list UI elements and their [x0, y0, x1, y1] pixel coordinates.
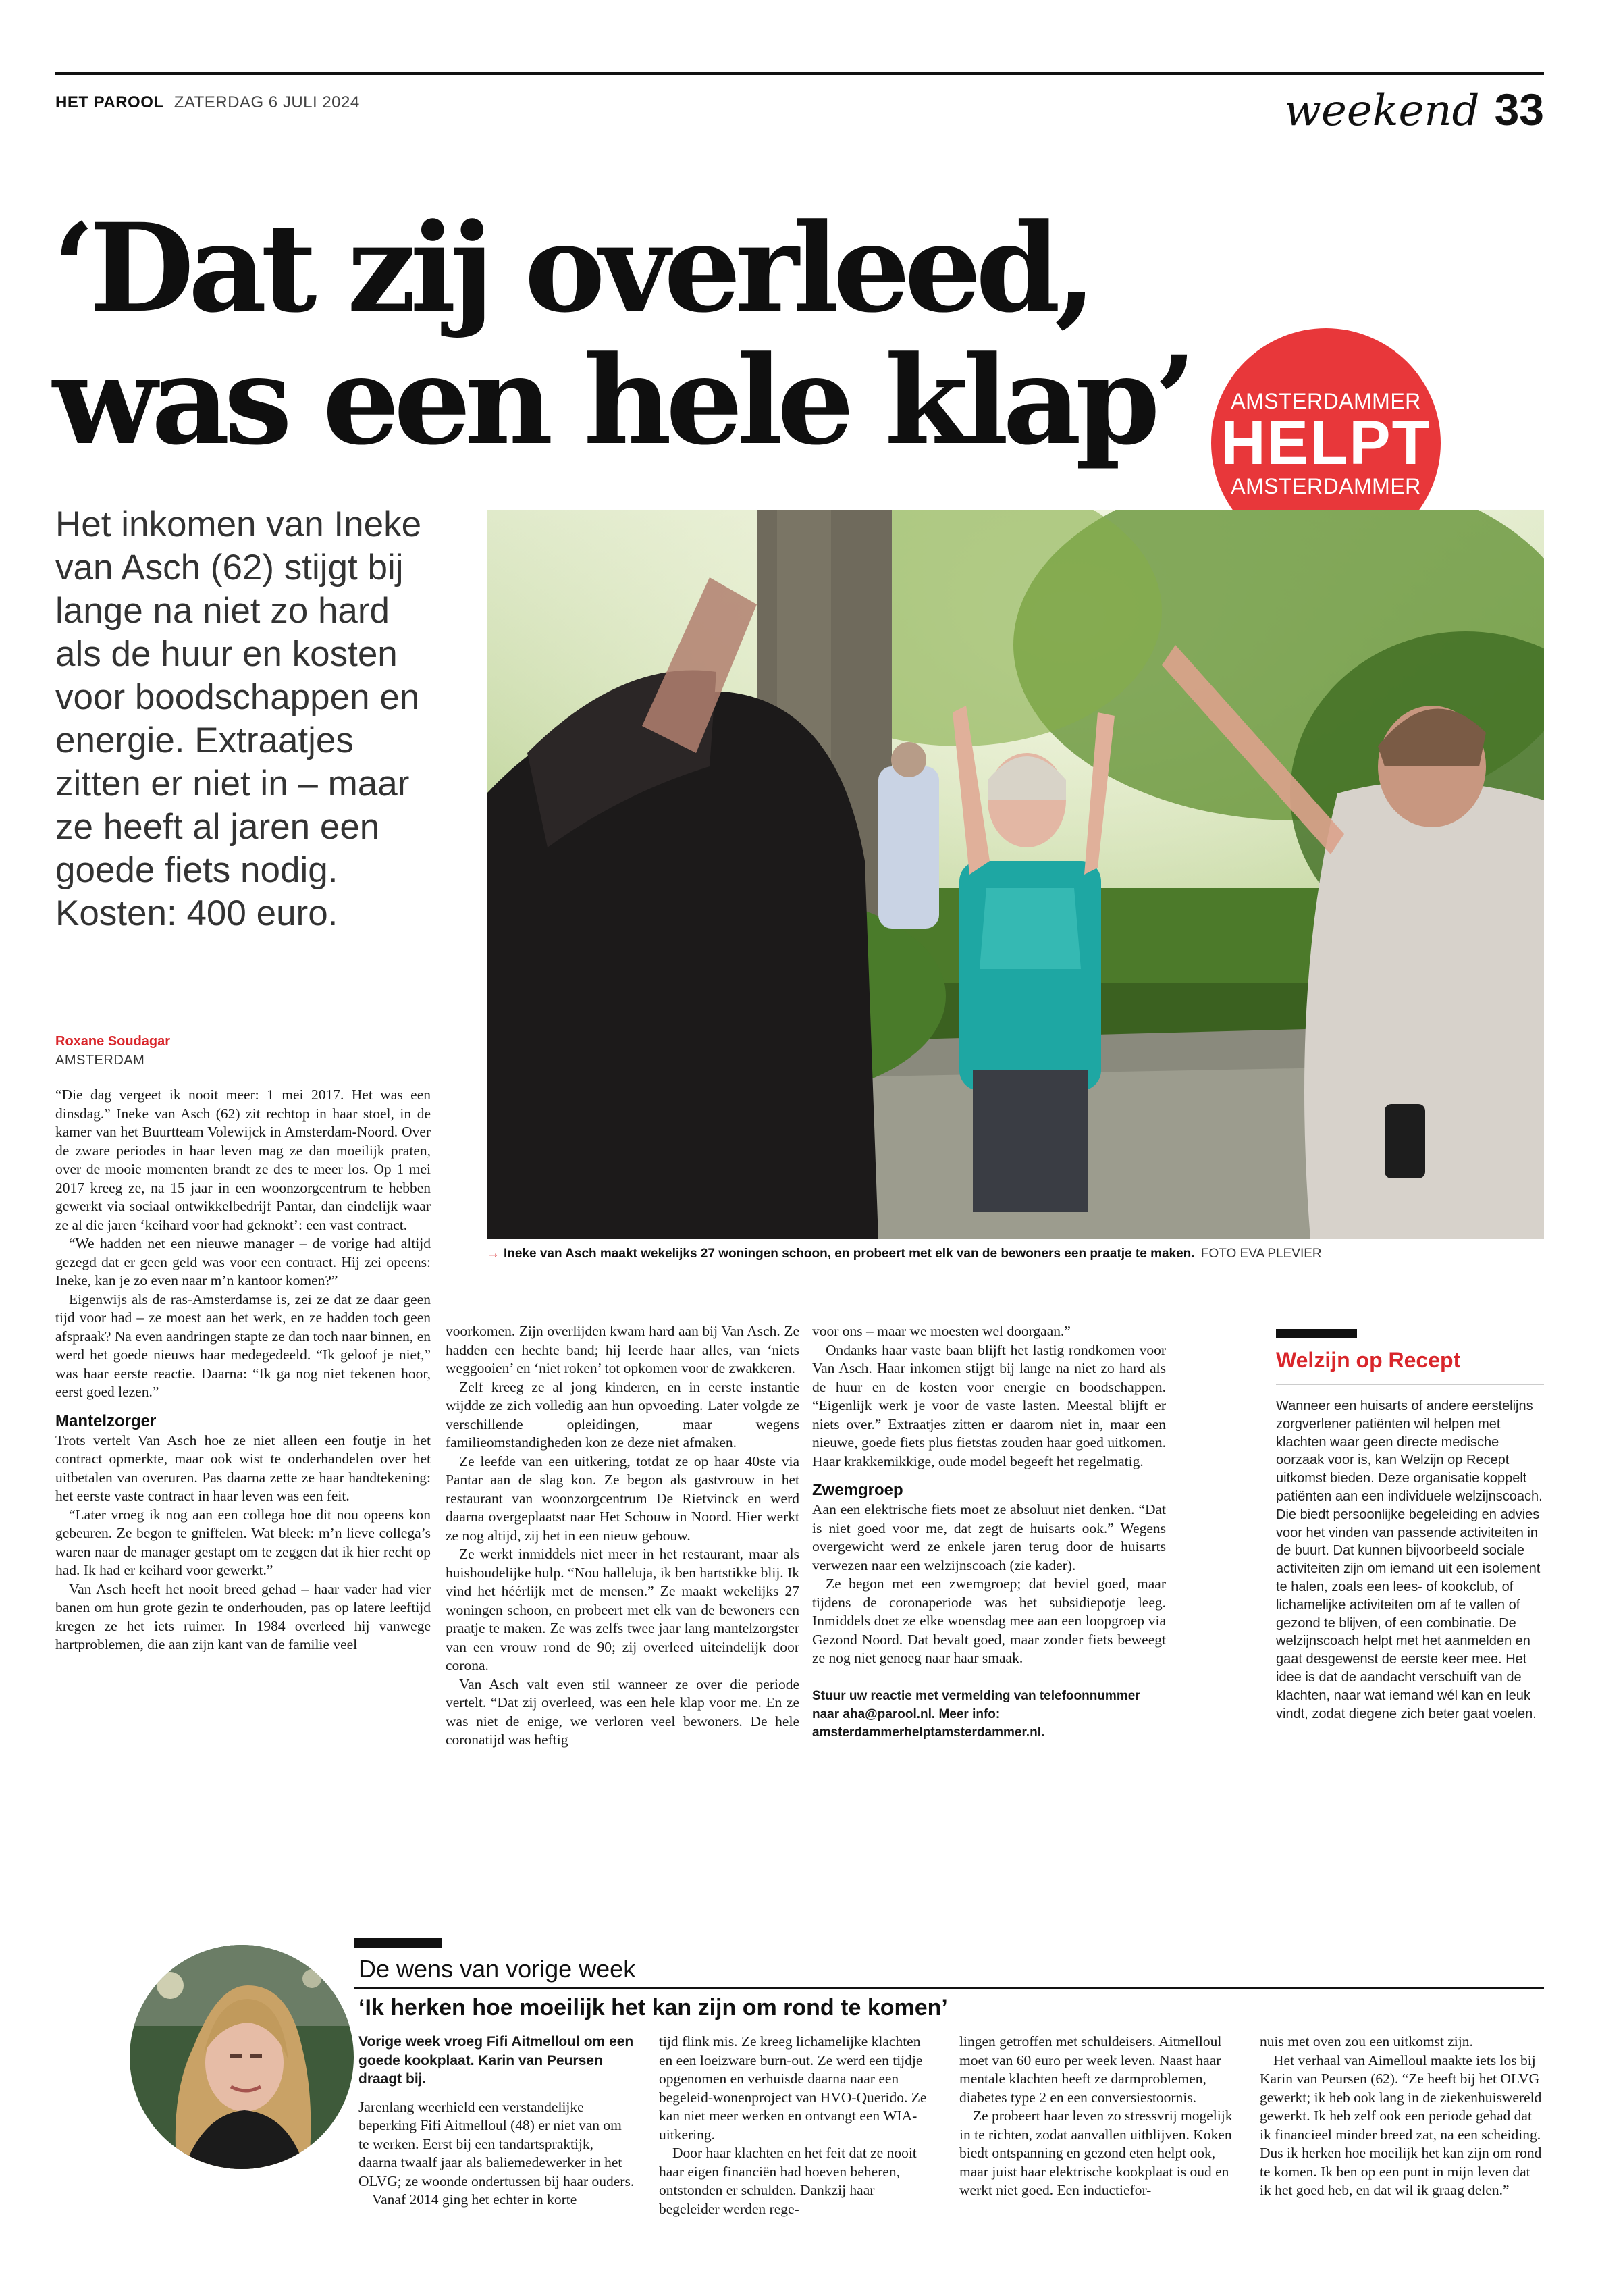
- article-column-1: [55, 1086, 431, 1654]
- paragraph: Ze probeert haar leven zo stressvrij mogelijk in te richten, zodat aanvallen uitblijven. Koken biedt ontspanning en gezond eten helpt ook, maar juist haar elektrische kookplaat is oud en werkt niet goed. Een inductiefor-: [959, 2108, 1233, 2198]
- masthead: [55, 93, 360, 112]
- photo-caption: [487, 1247, 1544, 1261]
- paragraph: Trots vertelt Van Asch hoe ze niet alleen een foutje in het contract opmerkte, maar ook wist te onderhandelen over het uitbetalen van overuren. Pas daarna zette ze haar handtekening: het eerste vaste contract in haar leven was een feit.: [55, 1432, 431, 1504]
- wens-column-3: [959, 2033, 1236, 2200]
- section-name: weekend: [1284, 86, 1480, 136]
- paper-name: HET PAROOL: [55, 93, 164, 111]
- headline-line-1: ‘Dat zij overleed,: [53, 197, 1091, 340]
- wens-divider: [354, 1987, 1544, 1989]
- wens-column-1: [358, 2033, 635, 2210]
- badge-top: AMSTERDAMMER: [1231, 389, 1421, 413]
- wens-column-2: [659, 2033, 936, 2218]
- issue-date: ZATERDAG 6 JULI 2024: [174, 93, 360, 111]
- paragraph: Ze leefde van een uitkering, totdat ze op haar 40ste via Pantar aan de slag kon. Ze begon als gastvrouw in het restaurant van woonzorgcentrum De Rietvinck en werd daarna overgeplaatst naar Het Schouw in Noord. Hier werkt ze nog altijd, zij het in een nieuw gebouw.: [446, 1453, 799, 1544]
- box-text: Wanneer een huisarts of andere eerstelijns zorgverlener patiënten wil helpen met klachten waar geen directe medische oorzaak voor is, kan Welzijn op Recept uitkomst bieden. Deze organisatie koppelt patiënten aan een individuele welzijnscoach. Die biedt persoonlijke begeleiding en advies voor het vinden van passende activiteiten in de buurt. Dat kunnen bijvoorbeeld sociale activiteiten zijn om iemand uit een isolement te halen, zoals een lees- of kookclub, of lichamelijke activiteiten om af te vallen of gezond te blijven, of een combinatie. De welzijnscoach helpt met het aanmelden en gaat desgewenst de eerste keer mee. Het idee is dat de aandacht verschuift van de klachten, naar wat iemand wél kan en leuk vindt, zodat diegene zich beter gaat voelen.: [1276, 1399, 1543, 1721]
- paragraph: Aan een elektrische fiets moet ze absoluut niet denken. “Dat is niet goed voor me, dat zegt de huisarts ook.” Wegens overgewicht werd ze enkele jaren terug door de huisarts verwezen naar een welzijnscoach (zie kader).: [812, 1501, 1166, 1573]
- photo-credit: FOTO EVA PLEVIER: [1200, 1247, 1322, 1261]
- contact-info: Stuur uw reactie met vermelding van telefoonnummer naar aha@parool.nl. Meer info: amsterdammerhelptamsterdammer.nl.: [812, 1688, 1140, 1740]
- wens-column-4: [1260, 2033, 1544, 2200]
- paragraph: tijd flink mis. Ze kreeg lichamelijke klachten en een loeizware burn-out. Ze werd een tijdje opgenomen en verhuisde daarna naar een begeleid-wonenproject van HVO-Querido. Ze kan niet meer werken en ontvangt een WIA-uitkering.: [659, 2033, 927, 2143]
- paragraph: “We hadden net een nieuwe manager – de vorige had altijd gezegd dat er geen geld was voor een contract. Hij zei opeens: Ineke, kan je zo even naar m’n kantoor komen?”: [55, 1235, 431, 1288]
- headline-line-2: was een hele klap’: [53, 330, 1191, 472]
- wens-quote: ‘Ik herken hoe moeilijk het kan zijn om rond te komen’: [358, 1995, 948, 2020]
- article-column-3: [812, 1322, 1166, 1742]
- badge-middle: HELPT: [1221, 409, 1431, 477]
- arrow-right-icon: →: [487, 1247, 500, 1261]
- paragraph: voor ons – maar we moesten wel doorgaan.”: [812, 1323, 1071, 1339]
- portrait-photo: [130, 1945, 354, 2169]
- article-column-2: [446, 1322, 799, 1750]
- paragraph: “Die dag vergeet ik nooit meer: 1 mei 2017. Het was een dinsdag.” Ineke van Asch (62) zit rechtop in haar stoel, in de kamer van het Buurtteam Volewijck in Amsterdam-Noord. Over de zware periodes in haar leven mag ze dan moeilijk praten, over de mooie momenten brandt ze des te meer los. Op 1 mei 2017 kreeg ze, na 15 jaar in een woonzorgcentrum te hebben gewerkt via sociaal ontwikkelbedrijf Pantar, dan eindelijk waar ze al die jaren ‘keihard voor had geknokt’: een vast contract.: [55, 1087, 431, 1233]
- paragraph: Zelf kreeg ze al jong kinderen, en in eerste instantie wijdde ze zich volledig aan hun opvoeding. Later volgde ze verschillende opleidingen, maar wegens familieomstandigheden kon ze deze niet afmaken.: [446, 1378, 799, 1451]
- paragraph: lingen getroffen met schuldeisers. Aitmelloul moet van 60 euro per week leven. Naast haar mentale klachten heeft ze darmproblemen, diabetes type 2 en een conversiestoornis.: [959, 2033, 1222, 2106]
- wens-title: De wens van vorige week: [358, 1955, 636, 1983]
- paragraph: nuis met oven zou een uitkomst zijn.: [1260, 2033, 1473, 2050]
- paragraph: Eigenwijs als de ras-Amsterdamse is, zei ze dat ze daar geen tijd voor had – ze moest aan het werk, en ze hadden toch geen afspraak? Na even aandringen stapte ze dan toch naar binnen, en werd het goede nieuws haar medegedeeld. “Ik geloof je niet,” was haar eerste reactie. Daarna: “Ik ga nog niet tekenen hoor, eerst goed lezen.”: [55, 1290, 431, 1400]
- box-divider: [1276, 1384, 1544, 1385]
- wens-bar: [354, 1938, 442, 1948]
- wens-lead: Vorige week vroeg Fifi Aitmelloul om een goede kookplaat. Karin van Peursen draagt bij.: [358, 2034, 634, 2087]
- paragraph: Van Asch valt even stil wanneer ze over die periode vertelt. “Dat zij overleed, was een hele klap voor me. En ze was niet de enige, we verloren veel bewoners. De hele coronatijd was heftig: [446, 1675, 799, 1748]
- paragraph: Van Asch heeft het nooit breed gehad – haar vader had vier banen om hun grote gezin te onderhouden, pas op latere leeftijd kregen ze het iets ruimer. In 1984 overleed hij vanwege hartproblemen, die aan zijn kant van de familie veel: [55, 1580, 431, 1652]
- paragraph: Ze begon met een zwemgroep; dat beviel goed, maar tijdens de coronaperiode was het subsidiepotje leeg. Inmiddels doet ze elke woensdag mee aan een loopgroep via Gezond Noord. Dat bevalt goed, maar zonder fiets beweegt ze nog niet genoeg naar haar smaak.: [812, 1575, 1166, 1666]
- welzijn-op-recept-box: [1276, 1329, 1544, 1723]
- box-bar: [1276, 1329, 1357, 1338]
- section-tag: [1284, 84, 1544, 136]
- badge-bottom: AMSTERDAMMER: [1231, 474, 1421, 498]
- paragraph: “Later vroeg ik nog aan een collega hoe dit nou opeens kon gebeuren. Ze begon te gniffelen. Wat bleek: m’n lieve collega’s waren naar de manager gestapt om te zeggen dat ik hier recht op had. Ik had er keihard voor gewerkt.”: [55, 1506, 431, 1578]
- paragraph: Ondanks haar vaste baan blijft het lastig rondkomen voor Van Asch. Haar inkomen stijgt bij lange na niet zo hard als de huur en de kosten voor energie en boodschappen. “Eigenlijk werk je voor de vaste lasten. Meestal blijft er niets over.” Extraatjes zitten er daarom niet in, maar een nieuwe, goede fiets plus fietstas zouden haar goed uitkomen. Haar krakkemikkige, oude model begeeft het regelmatig.: [812, 1341, 1166, 1469]
- box-title: Welzijn op Recept: [1276, 1348, 1461, 1372]
- paragraph: Door haar klachten en het feit dat ze nooit haar eigen financiën had hoeven beheren, ontstonden er schulden. Dankzij haar begeleider werden rege-: [659, 2145, 917, 2217]
- paragraph: Vanaf 2014 ging het echter in korte: [372, 2191, 577, 2208]
- paragraph: Ze werkt inmiddels niet meer in het restaurant, maar als huishoudelijke hulp. “Nou halleluja, ik ben hartstikke blij. Ik vind het héérlijk met de mensen.” Ze maakt wekelijks 27 woningen schoon, en probeert met elk van de bewoners een praatje te maken. Ze was zelfs twee jaar lang mantelzorgster van een vrouw rond de 90; zij overleed uiteindelijk door corona.: [446, 1546, 799, 1673]
- author-name: Roxane Soudagar: [55, 1034, 171, 1049]
- subheading: Zwemgroep: [812, 1481, 903, 1499]
- top-rule: [55, 72, 1544, 75]
- dateline: AMSTERDAM: [55, 1053, 145, 1068]
- paragraph: Jarenlang weerhield een verstandelijke beperking Fifi Aitmelloul (48) er niet van om te werken. Eerst bij een tandartspraktijk, daarna twaalf jaar als baliemedewerker in het OLVG; ze woonde ondertussen bij haar ouders.: [358, 2098, 635, 2189]
- intro-text: Het inkomen van Ineke van Asch (62) stijgt bij lange na niet zo hard als de huur en kosten voor boodschappen en energie. Extraatjes zitten er niet in – maar ze heeft al jaren een goede fiets nodig. Kosten: 400 euro.: [55, 504, 422, 933]
- paragraph: Het verhaal van Aimelloul maakte iets los bij Karin van Peursen (62). “Ze heeft bij het OLVG gewerkt; ik heb ook lang in de ziekenhuiswereld gewerkt. Ik heb zelf ook een periode gehad dat ik financieel minder breed zat, na een scheiding. Dus ik herken hoe moeilijk het kan zijn om rond te komen. Ik ben op een punt in mijn leven dat ik het goed heb, en dat wil ik graag delen.”: [1260, 2052, 1542, 2198]
- main-photo: [487, 510, 1544, 1239]
- caption-text: Ineke van Asch maakt wekelijks 27 woningen schoon, en probeert met elk van de bewoners een praatje te maken.: [504, 1247, 1195, 1261]
- byline: [55, 1032, 170, 1070]
- paragraph: voorkomen. Zijn overlijden kwam hard aan bij Van Asch. Ze hadden een hechte band; hij leerde haar alles, van ‘niets weggooien’ en ‘niet roken’ tot opkomen voor de zwakkeren.: [446, 1323, 799, 1376]
- subheading: Mantelzorger: [55, 1411, 157, 1430]
- headline: [53, 197, 1214, 472]
- page-number: 33: [1494, 84, 1544, 134]
